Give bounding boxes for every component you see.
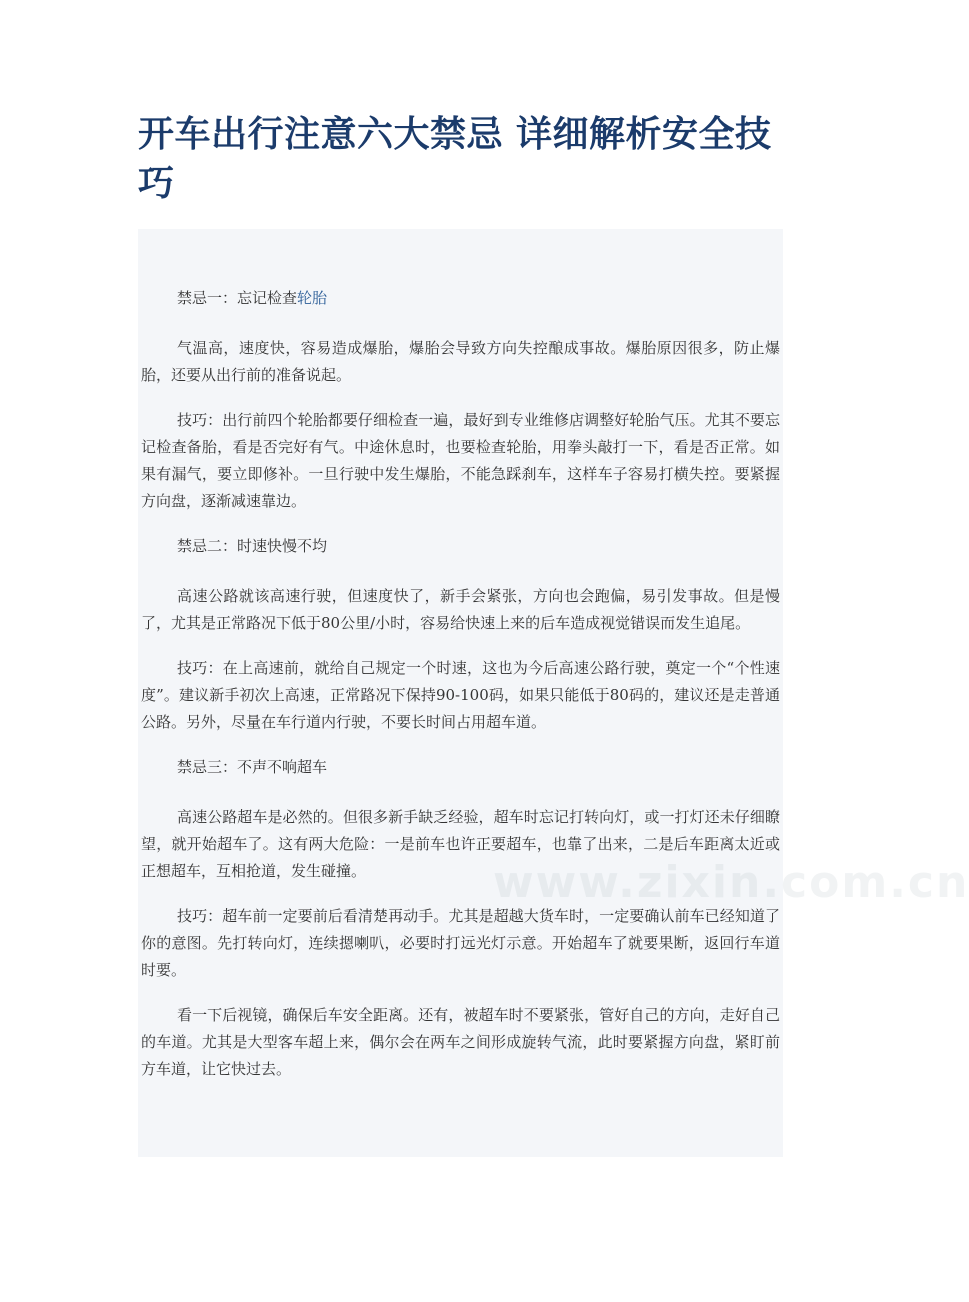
article-content: [138, 229, 969, 1157]
paragraph-tip-3: 技巧：超车前一定要前后看清楚再动手。尤其是超越大货车时，一定要确认前车已经知道了你的意图。先打转向灯，连续摁喇叭，必要时打远光灯示意。开始超车了就要果断，返回行车道时要。: [141, 907, 780, 979]
article-title: 开车出行注意六大禁忌 详细解析安全技巧: [138, 114, 772, 204]
paragraph-tip-3-continued: 看一下后视镜，确保后车安全距离。还有，被超车时不要紧张，管好自己的方向，走好自己的车道。尤其是大型客车超上来，偶尔会在两车之间形成旋转气流，此时要紧握方向盘，紧盯前方车道，让它快过去。: [141, 1006, 780, 1078]
paragraph-intro-1: 气温高，速度快，容易造成爆胎，爆胎会导致方向失控酿成事故。爆胎原因很多，防止爆胎，还要从出行前的准备说起。: [141, 339, 780, 384]
paragraph-tip-1: 技巧：出行前四个轮胎都要仔细检查一遍，最好到专业维修店调整好轮胎气压。尤其不要忘记检查备胎，看是否完好有气。中途休息时，也要检查轮胎，用拳头敲打一下，看是否正常。如果有漏气，要立即修补。一旦行驶中发生爆胎，不能急踩刹车，这样车子容易打横失控。要紧握方向盘，逐渐减速靠边。: [141, 411, 780, 510]
paragraph-tip-2: 技巧：在上高速前，就给自己规定一个时速，这也为今后高速公路行驶，奠定一个“个性速度”。建议新手初次上高速，正常路况下保持90-100码，如果只能低于80码的，建议还是走普通公路。另外，尽量在车行道内行驶，不要长时间占用超车道。: [141, 659, 780, 731]
section-heading-3: 禁忌三：不声不响超车: [177, 758, 328, 776]
section-heading-1: [141, 285, 780, 312]
paragraph-intro-2: 高速公路就该高速行驶，但速度快了，新手会紧张，方向也会跑偏，易引发事故。但是慢了，尤其是正常路况下低于80公里/小时，容易给快速上来的后车造成视觉错误而发生追尾。: [141, 587, 780, 632]
section-heading-2: 禁忌二：时速快慢不均: [177, 537, 328, 555]
watermark: www.zixin.com.cn: [493, 857, 969, 908]
paragraph-intro-3: 高速公路超车是必然的。但很多新手缺乏经验，超车时忘记打转向灯，或一打灯还未仔细瞭望，就开始超车了。这有两大危险：一是前车也许正要超车，也靠了出来，二是后车距离太近或正想超车，互相抢道，发生碰撞。: [141, 808, 780, 880]
section-heading-1-text: 禁忌一：忘记检查: [177, 289, 298, 307]
tire-link[interactable]: 轮胎: [297, 289, 328, 307]
